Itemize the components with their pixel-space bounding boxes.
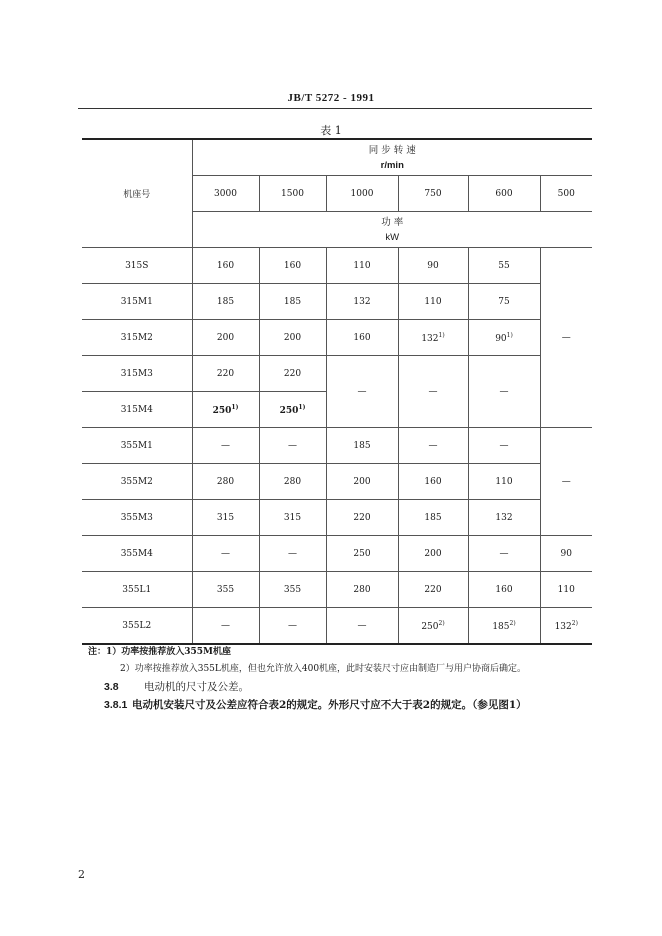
value-cell: 160 [259, 248, 326, 284]
value-cell: 110 [398, 284, 468, 320]
frame-cell: 355L1 [82, 572, 192, 608]
value-cell: 315 [259, 500, 326, 536]
table-row [82, 500, 592, 536]
section-text: 电动机安装尺寸及公差应符合表2的规定。外形尺寸应不大于表2的规定。（参见图1） [132, 699, 527, 711]
value-cell: 110 [326, 248, 398, 284]
stub-header-cell: 机座号 [82, 139, 192, 248]
value-cell: 185 [398, 500, 468, 536]
value-cell: — [468, 536, 540, 572]
value-cell: 250$^{1)}$ [259, 392, 326, 428]
frame-cell: 355M3 [82, 500, 192, 536]
value-cell: — [326, 608, 398, 645]
value-cell: — [259, 608, 326, 645]
value-cell: 185 [326, 428, 398, 464]
speed-cell: 3000 [192, 176, 259, 212]
frame-cell: 315S [82, 248, 192, 284]
value-cell: 220 [398, 572, 468, 608]
value-cell: 355 [259, 572, 326, 608]
value-cell: 200 [259, 320, 326, 356]
frame-cell: 315M4 [82, 392, 192, 428]
value-cell: 110 [468, 464, 540, 500]
value-cell: 200 [398, 536, 468, 572]
speed-cell: 500 [540, 176, 592, 212]
frame-cell: 355M2 [82, 464, 192, 500]
frame-cell: 315M1 [82, 284, 192, 320]
frame-cell: 355L2 [82, 608, 192, 645]
note-2: 2）功率按推荐放入355L机座，但也允许放入400机座，此时安装尺寸应由制造厂与用户协商后确定。 [120, 664, 527, 674]
dash-cell: — [540, 428, 592, 536]
table-row [82, 536, 592, 572]
value-cell: 280 [259, 464, 326, 500]
table-row [82, 572, 592, 608]
value-cell: 160 [468, 572, 540, 608]
value-cell: 132 [468, 500, 540, 536]
value-cell: 132$^{1)}$ [398, 320, 468, 356]
value-cell: 132 [326, 284, 398, 320]
value-cell: — [259, 536, 326, 572]
dash-cell: — [468, 356, 540, 428]
value-cell: 185$^{2)}$ [468, 608, 540, 645]
table-row [82, 284, 592, 320]
value-cell: 110 [540, 572, 592, 608]
table-row [82, 464, 592, 500]
dash-cell: — [326, 356, 398, 428]
value-cell: 220 [192, 356, 259, 392]
value-cell: 250 [326, 536, 398, 572]
table-row [82, 320, 592, 356]
value-cell: 200 [192, 320, 259, 356]
frame-cell: 315M2 [82, 320, 192, 356]
value-cell: 280 [326, 572, 398, 608]
dash-cell: — [540, 248, 592, 428]
value-cell: — [192, 428, 259, 464]
value-cell: 315 [192, 500, 259, 536]
power-table [82, 138, 592, 645]
table-title: 表 1 [320, 124, 342, 137]
section-number: 3.8 [104, 681, 119, 693]
value-cell: 90$^{1)}$ [468, 320, 540, 356]
value-cell: 55 [468, 248, 540, 284]
document-header: JB/T 5272 - 1991 [287, 92, 375, 104]
dash-cell: — [398, 356, 468, 428]
frame-cell: 355M1 [82, 428, 192, 464]
value-cell: 185 [192, 284, 259, 320]
value-cell: 185 [259, 284, 326, 320]
value-cell: 220 [326, 500, 398, 536]
table-row [82, 248, 592, 284]
value-cell: 160 [326, 320, 398, 356]
value-cell: 220 [259, 356, 326, 392]
frame-cell: 315M3 [82, 356, 192, 392]
value-cell: 355 [192, 572, 259, 608]
value-cell: 90 [540, 536, 592, 572]
speed-cell: 1500 [259, 176, 326, 212]
value-cell: — [192, 608, 259, 645]
frame-cell: 355M4 [82, 536, 192, 572]
section-3-8-1 [104, 697, 527, 712]
section-number: 3.8.1 [104, 699, 128, 711]
value-cell: — [468, 428, 540, 464]
section-3-8 [104, 679, 249, 694]
header-rule [78, 108, 592, 109]
speed-cell: 600 [468, 176, 540, 212]
table-row [82, 356, 592, 392]
value-cell: — [192, 536, 259, 572]
value-cell: 250$^{1)}$ [192, 392, 259, 428]
note-1: 注：1）功率按推荐放入355M机座 [88, 647, 232, 657]
table-row [82, 428, 592, 464]
table-notes [88, 644, 588, 678]
value-cell: 160 [398, 464, 468, 500]
section-text: 电动机的尺寸及公差。 [144, 681, 249, 693]
value-cell: 160 [192, 248, 259, 284]
value-cell: — [259, 428, 326, 464]
value-cell: 280 [192, 464, 259, 500]
page-number: 2 [78, 868, 85, 881]
speed-cell: 750 [398, 176, 468, 212]
table-row [82, 608, 592, 645]
speed-header: 同 步 转 速 r/min [192, 139, 592, 176]
power-header: 功 率 kW [192, 212, 592, 248]
speed-cell: 1000 [326, 176, 398, 212]
value-cell: — [398, 428, 468, 464]
value-cell: 75 [468, 284, 540, 320]
value-cell: 132$^{2)}$ [540, 608, 592, 645]
value-cell: 200 [326, 464, 398, 500]
value-cell: 90 [398, 248, 468, 284]
value-cell: 250$^{2)}$ [398, 608, 468, 645]
